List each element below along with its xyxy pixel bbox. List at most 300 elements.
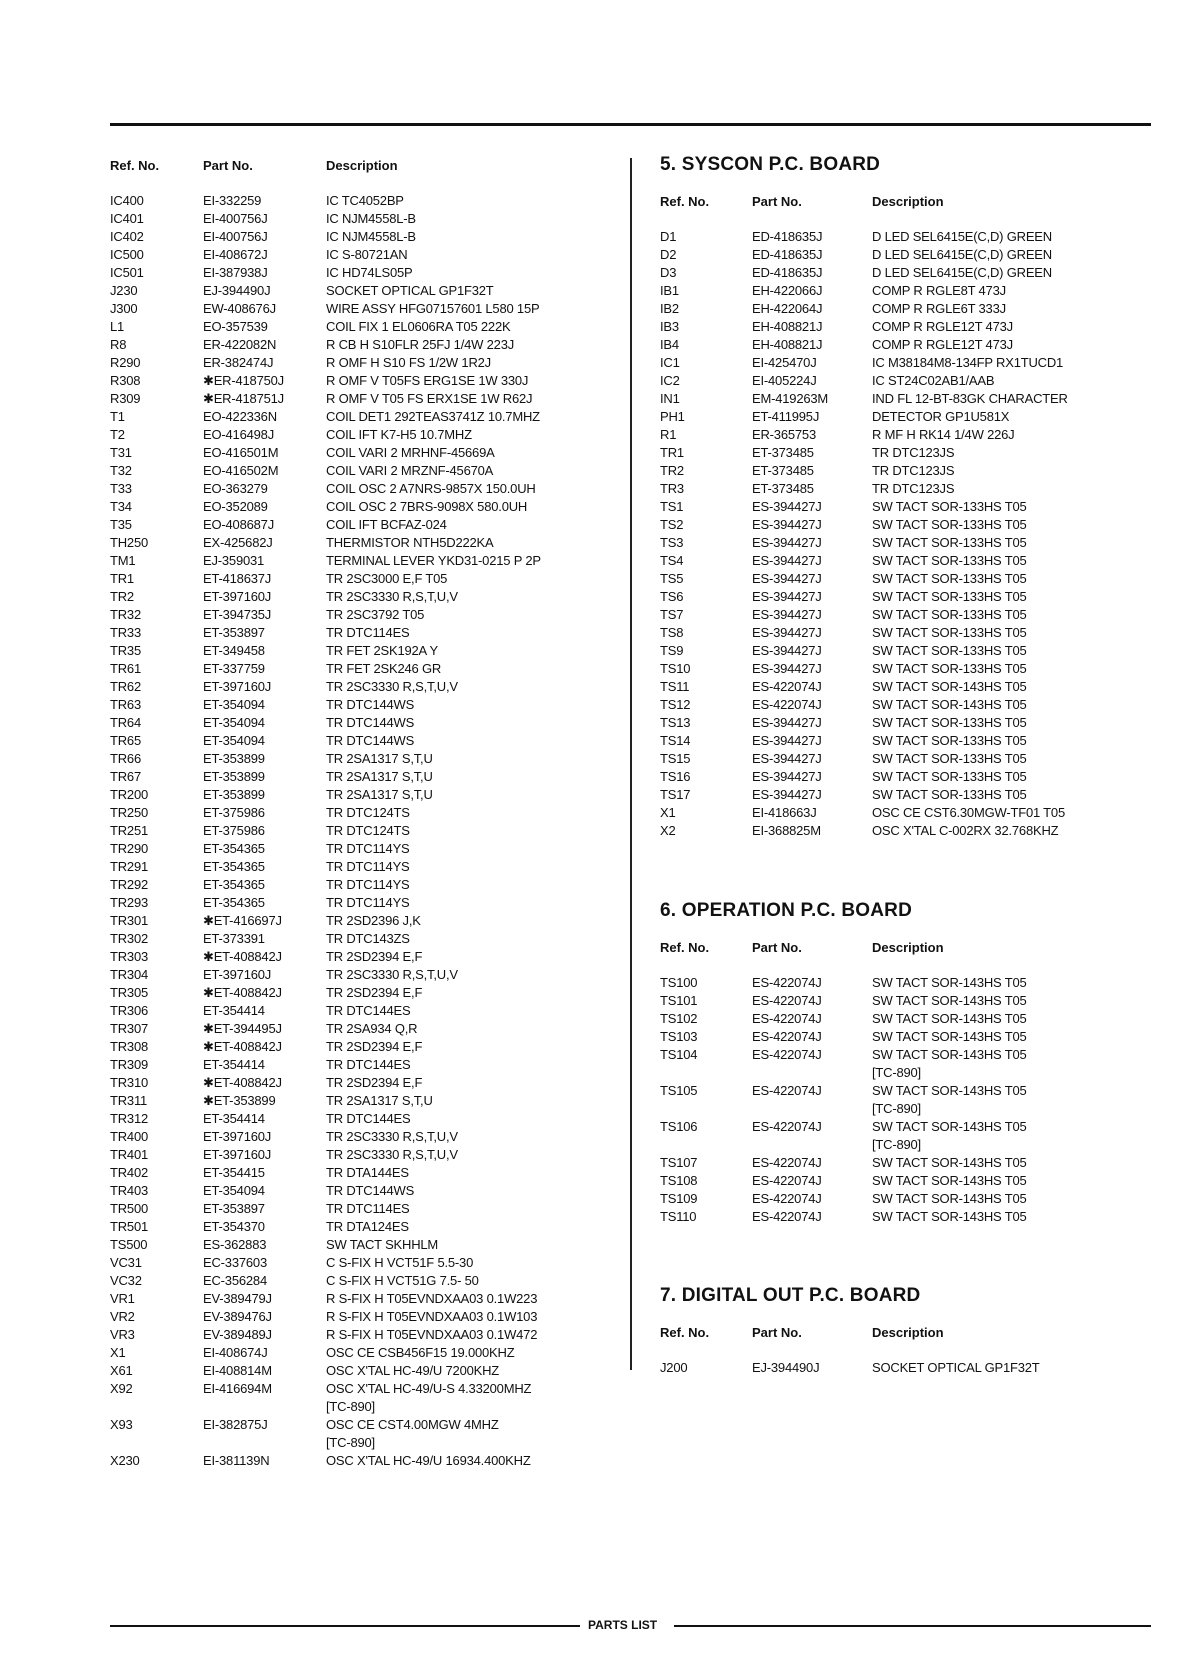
- ref-no: TS10: [660, 661, 691, 676]
- part-no: ED-418635J: [752, 265, 823, 280]
- ref-no: TS1: [660, 499, 684, 514]
- description: COIL IFT K7-H5 10.7MHZ: [326, 427, 472, 442]
- part-no: EI-408814M: [203, 1363, 272, 1378]
- table-row: [660, 372, 1160, 390]
- description: TR DTC144WS: [326, 1183, 415, 1198]
- description: TR 2SD2396 J,K: [326, 913, 421, 928]
- part-no: EI-382875J: [203, 1417, 268, 1432]
- part-no: ET-354365: [203, 859, 265, 874]
- table-row: [660, 768, 1160, 786]
- part-no: EO-416498J: [203, 427, 274, 442]
- table-row: [110, 282, 610, 300]
- part-no: ES-422074J: [752, 993, 822, 1008]
- description: TR 2SD2394 E,F: [326, 1075, 423, 1090]
- ref-no: TS11: [660, 679, 690, 694]
- part-no: ES-422074J: [752, 1155, 822, 1170]
- description: D LED SEL6415E(C,D) GREEN: [872, 265, 1052, 280]
- table-row: [660, 354, 1160, 372]
- part-no: ET-373391: [203, 931, 265, 946]
- part-no: EO-422336N: [203, 409, 277, 424]
- table-row: [660, 1190, 1160, 1208]
- table-row: [110, 192, 610, 210]
- ref-no: TS5: [660, 571, 684, 586]
- ref-no: TR308: [110, 1039, 149, 1054]
- table-row: [660, 588, 1160, 606]
- part-no: ET-375986: [203, 805, 265, 820]
- table-row: [110, 876, 610, 894]
- description: R S-FIX H T05EVNDXAA03 0.1W223: [326, 1291, 538, 1306]
- description-note: [TC-890]: [872, 1101, 921, 1116]
- table-row: [110, 930, 610, 948]
- description: SW TACT SOR-143HS T05: [872, 1173, 1027, 1188]
- description: SW TACT SOR-133HS T05: [872, 733, 1027, 748]
- top-rule: [110, 123, 1151, 126]
- part-no: ES-394427J: [752, 715, 822, 730]
- part-no: EI-408672J: [203, 247, 268, 262]
- table-row: [660, 498, 1160, 516]
- table-row: [110, 1416, 610, 1450]
- description: R CB H S10FLR 25FJ 1/4W 223J: [326, 337, 515, 352]
- description: SW TACT SOR-133HS T05: [872, 643, 1027, 658]
- ref-no: TS110: [660, 1209, 697, 1224]
- ref-no: PH1: [660, 409, 685, 424]
- table-row: [660, 642, 1160, 660]
- header-desc: Description: [872, 1325, 944, 1340]
- description: TR 2SA1317 S,T,U: [326, 769, 433, 784]
- table-row: [110, 1092, 610, 1110]
- part-no: ES-422074J: [752, 1029, 822, 1044]
- description-note: [TC-890]: [872, 1065, 921, 1080]
- part-no: ✱ER-418751J: [203, 391, 284, 406]
- part-no: ET-354094: [203, 697, 265, 712]
- part-no: EV-389489J: [203, 1327, 272, 1342]
- description: TERMINAL LEVER YKD31-0215 P 2P: [326, 553, 541, 568]
- table-row: [660, 786, 1160, 804]
- description: SW TACT SOR-133HS T05: [872, 571, 1027, 586]
- description: TR 2SC3330 R,S,T,U,V: [326, 1147, 458, 1162]
- ref-no: TR32: [110, 607, 141, 622]
- part-no: ES-422074J: [752, 975, 822, 990]
- table-row: [110, 372, 610, 390]
- description: TR 2SC3330 R,S,T,U,V: [326, 1129, 458, 1144]
- ref-no: TS105: [660, 1083, 698, 1098]
- part-no: EJ-394490J: [752, 1360, 820, 1375]
- part-no: ES-394427J: [752, 553, 822, 568]
- description: IC HD74LS05P: [326, 265, 413, 280]
- ref-no: T2: [110, 427, 125, 442]
- table-row: [660, 822, 1160, 840]
- section-title: 7. DIGITAL OUT P.C. BOARD: [660, 1285, 921, 1306]
- ref-no: TR310: [110, 1075, 149, 1090]
- ref-no: TS3: [660, 535, 684, 550]
- ref-no: TS12: [660, 697, 691, 712]
- part-no: ET-353897: [203, 1201, 265, 1216]
- table-row: [110, 786, 610, 804]
- ref-no: J300: [110, 301, 138, 316]
- table-row: [110, 642, 610, 660]
- footer-label: PARTS LIST: [588, 1618, 658, 1632]
- ref-no: IB3: [660, 319, 679, 334]
- ref-no: IC402: [110, 229, 144, 244]
- table-row: [660, 1082, 1160, 1116]
- header-ref: Ref. No.: [660, 194, 710, 209]
- table-row: [110, 984, 610, 1002]
- table-row: [660, 750, 1160, 768]
- table-row: [110, 588, 610, 606]
- part-no: EV-389476J: [203, 1309, 272, 1324]
- ref-no: TR251: [110, 823, 149, 838]
- ref-no: TS4: [660, 553, 684, 568]
- ref-no: VR1: [110, 1291, 135, 1306]
- table-row: [660, 426, 1160, 444]
- description: SW TACT SOR-143HS T05: [872, 975, 1027, 990]
- part-no: EI-387938J: [203, 265, 268, 280]
- part-no: ET-354365: [203, 895, 265, 910]
- description: OSC X'TAL HC-49/U-S 4.33200MHZ: [326, 1381, 532, 1396]
- table-row: [660, 714, 1160, 732]
- ref-no: X93: [110, 1417, 133, 1432]
- table-row: [110, 1326, 610, 1344]
- table-row: [110, 732, 610, 750]
- part-no: ET-354370: [203, 1219, 265, 1234]
- ref-no: T33: [110, 481, 132, 496]
- header-part: Part No.: [752, 1325, 802, 1340]
- part-no: EI-381139N: [203, 1453, 270, 1468]
- description: SW TACT SOR-133HS T05: [872, 607, 1027, 622]
- table-row: [110, 1218, 610, 1236]
- table-row: [660, 696, 1160, 714]
- part-no: ET-354365: [203, 841, 265, 856]
- ref-no: IB4: [660, 337, 679, 352]
- part-no: EH-422066J: [752, 283, 823, 298]
- table-row: [110, 1272, 610, 1290]
- table-row: [110, 570, 610, 588]
- table-row: [110, 1182, 610, 1200]
- description: IC ST24C02AB1/AAB: [872, 373, 995, 388]
- part-no: ER-382474J: [203, 355, 274, 370]
- table-row: [660, 606, 1160, 624]
- table-row: [110, 858, 610, 876]
- table-row: [110, 606, 610, 624]
- description-note: [TC-890]: [872, 1137, 921, 1152]
- part-no: ES-394427J: [752, 571, 822, 586]
- table-row: [660, 228, 1160, 246]
- ref-no: TR301: [110, 913, 149, 928]
- ref-no: TR302: [110, 931, 149, 946]
- table-row: [110, 462, 610, 480]
- ref-no: TS107: [660, 1155, 698, 1170]
- ref-no: TR200: [110, 787, 149, 802]
- ref-no: TR305: [110, 985, 149, 1000]
- description: D LED SEL6415E(C,D) GREEN: [872, 247, 1052, 262]
- part-no: ET-394735J: [203, 607, 272, 622]
- description: COMP R RGLE6T 333J: [872, 301, 1006, 316]
- ref-no: VR2: [110, 1309, 135, 1324]
- part-no: ES-394427J: [752, 499, 822, 514]
- part-no: ✱ET-408842J: [203, 949, 282, 964]
- ref-no: TS8: [660, 625, 684, 640]
- description: TR DTC144WS: [326, 715, 415, 730]
- description: R OMF H S10 FS 1/2W 1R2J: [326, 355, 491, 370]
- table-row: [110, 300, 610, 318]
- ref-no: TS14: [660, 733, 691, 748]
- ref-no: T1: [110, 409, 125, 424]
- description: SW TACT SOR-133HS T05: [872, 535, 1027, 550]
- ref-no: R8: [110, 337, 127, 352]
- table-row: [110, 390, 610, 408]
- part-no: EO-363279: [203, 481, 268, 496]
- table-row: [110, 1128, 610, 1146]
- part-no: ER-422082N: [203, 337, 277, 352]
- ref-no: TM1: [110, 553, 136, 568]
- part-no: ET-354365: [203, 877, 265, 892]
- part-no: EO-416502M: [203, 463, 279, 478]
- table-row: [660, 732, 1160, 750]
- description: TR 2SA934 Q,R: [326, 1021, 418, 1036]
- table-row: [110, 264, 610, 282]
- description: TR DTC144WS: [326, 733, 415, 748]
- description: COIL DET1 292TEAS3741Z 10.7MHZ: [326, 409, 540, 424]
- description: SW TACT SOR-143HS T05: [872, 679, 1027, 694]
- description: TR DTC114YS: [326, 841, 410, 856]
- table-row: [660, 336, 1160, 354]
- description: COIL IFT BCFAZ-024: [326, 517, 447, 532]
- part-no: ET-375986: [203, 823, 265, 838]
- ref-no: TR400: [110, 1129, 149, 1144]
- description: TR 2SC3330 R,S,T,U,V: [326, 679, 458, 694]
- ref-no: IC501: [110, 265, 144, 280]
- table-row: [660, 624, 1160, 642]
- ref-no: VC32: [110, 1273, 142, 1288]
- part-no: ET-354094: [203, 733, 265, 748]
- description-note: [TC-890]: [326, 1435, 375, 1450]
- table-row: [110, 1164, 610, 1182]
- ref-no: IB1: [660, 283, 679, 298]
- footer-rule-right: [674, 1625, 1151, 1627]
- ref-no: TR67: [110, 769, 141, 784]
- table-row: [110, 1110, 610, 1128]
- table-row: [110, 210, 610, 228]
- table-row: [110, 624, 610, 642]
- ref-no: X61: [110, 1363, 133, 1378]
- table-row: [110, 228, 610, 246]
- part-no: ET-354414: [203, 1111, 265, 1126]
- part-no: ED-418635J: [752, 247, 823, 262]
- part-no: ES-422074J: [752, 1119, 822, 1134]
- description: C S-FIX H VCT51F 5.5-30: [326, 1255, 474, 1270]
- part-no: EI-332259: [203, 193, 262, 208]
- part-no: ES-422074J: [752, 1209, 822, 1224]
- description: OSC X'TAL C-002RX 32.768KHZ: [872, 823, 1059, 838]
- table-row: [660, 1172, 1160, 1190]
- table-row: [110, 1056, 610, 1074]
- description: COIL VARI 2 MRZNF-45670A: [326, 463, 494, 478]
- table-row: [110, 1020, 610, 1038]
- part-no: ES-422074J: [752, 679, 822, 694]
- table-row: [110, 948, 610, 966]
- description: R S-FIX H T05EVNDXAA03 0.1W472: [326, 1327, 538, 1342]
- part-no: ✱ET-353899: [203, 1093, 276, 1108]
- table-row: [110, 1290, 610, 1308]
- part-no: ET-397160J: [203, 679, 272, 694]
- description: SW TACT SOR-143HS T05: [872, 1029, 1027, 1044]
- column-divider: [630, 158, 632, 1370]
- ref-no: X1: [110, 1345, 126, 1360]
- part-no: EI-400756J: [203, 229, 268, 244]
- ref-no: IC1: [660, 355, 680, 370]
- table-row: [110, 1038, 610, 1056]
- ref-no: TR403: [110, 1183, 149, 1198]
- ref-no: X92: [110, 1381, 133, 1396]
- description: SW TACT SOR-133HS T05: [872, 769, 1027, 784]
- table-row: [110, 318, 610, 336]
- ref-no: TS6: [660, 589, 684, 604]
- part-no: EO-352089: [203, 499, 268, 514]
- ref-no: IC401: [110, 211, 144, 226]
- description: IC M38184M8-134FP RX1TUCD1: [872, 355, 1064, 370]
- part-no: EW-408676J: [203, 301, 276, 316]
- part-no: ✱ET-408842J: [203, 1039, 282, 1054]
- table-row: [110, 1074, 610, 1092]
- table-row: [660, 1154, 1160, 1172]
- part-no: ES-394427J: [752, 517, 822, 532]
- description: TR DTC114ES: [326, 625, 410, 640]
- part-no: EC-356284: [203, 1273, 267, 1288]
- part-no: ✱ET-416697J: [203, 913, 282, 928]
- part-no: ET-353899: [203, 751, 265, 766]
- table-row: [660, 1010, 1160, 1028]
- part-no: ES-422074J: [752, 1173, 822, 1188]
- table-row: [110, 534, 610, 552]
- ref-no: TS16: [660, 769, 691, 784]
- description-note: [TC-890]: [326, 1399, 375, 1414]
- description: TR 2SA1317 S,T,U: [326, 1093, 433, 1108]
- part-no: ES-422074J: [752, 1011, 822, 1026]
- part-no: EI-405224J: [752, 373, 817, 388]
- table-row: [660, 570, 1160, 588]
- description: TR DTC144ES: [326, 1057, 411, 1072]
- part-no: ✱ET-408842J: [203, 1075, 282, 1090]
- description: TR DTC144ES: [326, 1003, 411, 1018]
- description: TR DTC124TS: [326, 805, 410, 820]
- header-desc: Description: [872, 940, 944, 955]
- description: SW TACT SOR-143HS T05: [872, 1011, 1027, 1026]
- footer: [110, 1616, 1151, 1634]
- ref-no: TR63: [110, 697, 141, 712]
- description: TR DTC143ZS: [326, 931, 410, 946]
- table-row: [110, 1236, 610, 1254]
- ref-no: TR293: [110, 895, 149, 910]
- table-row: [110, 768, 610, 786]
- table-row: [110, 480, 610, 498]
- ref-no: IN1: [660, 391, 680, 406]
- ref-no: VC31: [110, 1255, 142, 1270]
- part-no: EI-416694M: [203, 1381, 272, 1396]
- table-row: [660, 300, 1160, 318]
- part-no: EO-416501M: [203, 445, 279, 460]
- description: SW TACT SOR-133HS T05: [872, 553, 1027, 568]
- part-no: ES-394427J: [752, 607, 822, 622]
- ref-no: TR309: [110, 1057, 149, 1072]
- part-no: EI-408674J: [203, 1345, 268, 1360]
- table-row: [110, 354, 610, 372]
- part-no: ES-394427J: [752, 589, 822, 604]
- ref-no: TS7: [660, 607, 684, 622]
- ref-no: TS2: [660, 517, 684, 532]
- part-no: ET-397160J: [203, 1129, 272, 1144]
- ref-no: R1: [660, 427, 677, 442]
- description: SOCKET OPTICAL GP1F32T: [872, 1360, 1040, 1375]
- description: SW TACT SOR-133HS T05: [872, 499, 1027, 514]
- table-row: [110, 1002, 610, 1020]
- part-no: ET-397160J: [203, 589, 272, 604]
- description: IC NJM4558L-B: [326, 229, 416, 244]
- table-row: [660, 1118, 1160, 1152]
- part-no: ES-422074J: [752, 1191, 822, 1206]
- description: R S-FIX H T05EVNDXAA03 0.1W103: [326, 1309, 538, 1324]
- description: TR 2SD2394 E,F: [326, 949, 423, 964]
- ref-no: R308: [110, 373, 141, 388]
- ref-no: TS103: [660, 1029, 698, 1044]
- description: SW TACT SOR-143HS T05: [872, 1119, 1027, 1134]
- table-row: [110, 678, 610, 696]
- table-row: [110, 696, 610, 714]
- part-no: ET-354094: [203, 715, 265, 730]
- ref-no: TR250: [110, 805, 149, 820]
- table-row: [110, 336, 610, 354]
- table-row: [110, 516, 610, 534]
- part-no: ES-422074J: [752, 1047, 822, 1062]
- header-ref: Ref. No.: [660, 1325, 710, 1340]
- part-no: ES-394427J: [752, 535, 822, 550]
- ref-no: IC400: [110, 193, 144, 208]
- ref-no: IC2: [660, 373, 680, 388]
- description: R OMF V T05 FS ERX1SE 1W R62J: [326, 391, 533, 406]
- ref-no: VR3: [110, 1327, 135, 1342]
- part-no: ES-422074J: [752, 1083, 822, 1098]
- header-ref: Ref. No.: [110, 158, 160, 173]
- table-row: [110, 426, 610, 444]
- table-row: [110, 498, 610, 516]
- ref-no: X2: [660, 823, 676, 838]
- header-desc: Description: [872, 194, 944, 209]
- description: OSC CE CST4.00MGW 4MHZ: [326, 1417, 499, 1432]
- table-row: [110, 714, 610, 732]
- description: TR 2SA1317 S,T,U: [326, 787, 433, 802]
- part-no: ET-353899: [203, 787, 265, 802]
- description: TR DTC123JS: [872, 463, 955, 478]
- description: TR DTC114YS: [326, 877, 410, 892]
- table-row: [110, 1254, 610, 1272]
- part-no: ET-354414: [203, 1003, 265, 1018]
- table-row: [110, 246, 610, 264]
- part-no: ET-354414: [203, 1057, 265, 1072]
- description: C S-FIX H VCT51G 7.5- 50: [326, 1273, 479, 1288]
- header-part: Part No.: [752, 940, 802, 955]
- ref-no: TR501: [110, 1219, 149, 1234]
- description: COIL VARI 2 MRHNF-45669A: [326, 445, 495, 460]
- table-row: [110, 912, 610, 930]
- description: SW TACT SOR-133HS T05: [872, 517, 1027, 532]
- ref-no: TR61: [110, 661, 141, 676]
- ref-no: TR401: [110, 1147, 149, 1162]
- description: TR DTC144ES: [326, 1111, 411, 1126]
- table-row: [660, 804, 1160, 822]
- table-row: [660, 408, 1160, 426]
- ref-no: T32: [110, 463, 132, 478]
- ref-no: IB2: [660, 301, 679, 316]
- ref-no: TR312: [110, 1111, 149, 1126]
